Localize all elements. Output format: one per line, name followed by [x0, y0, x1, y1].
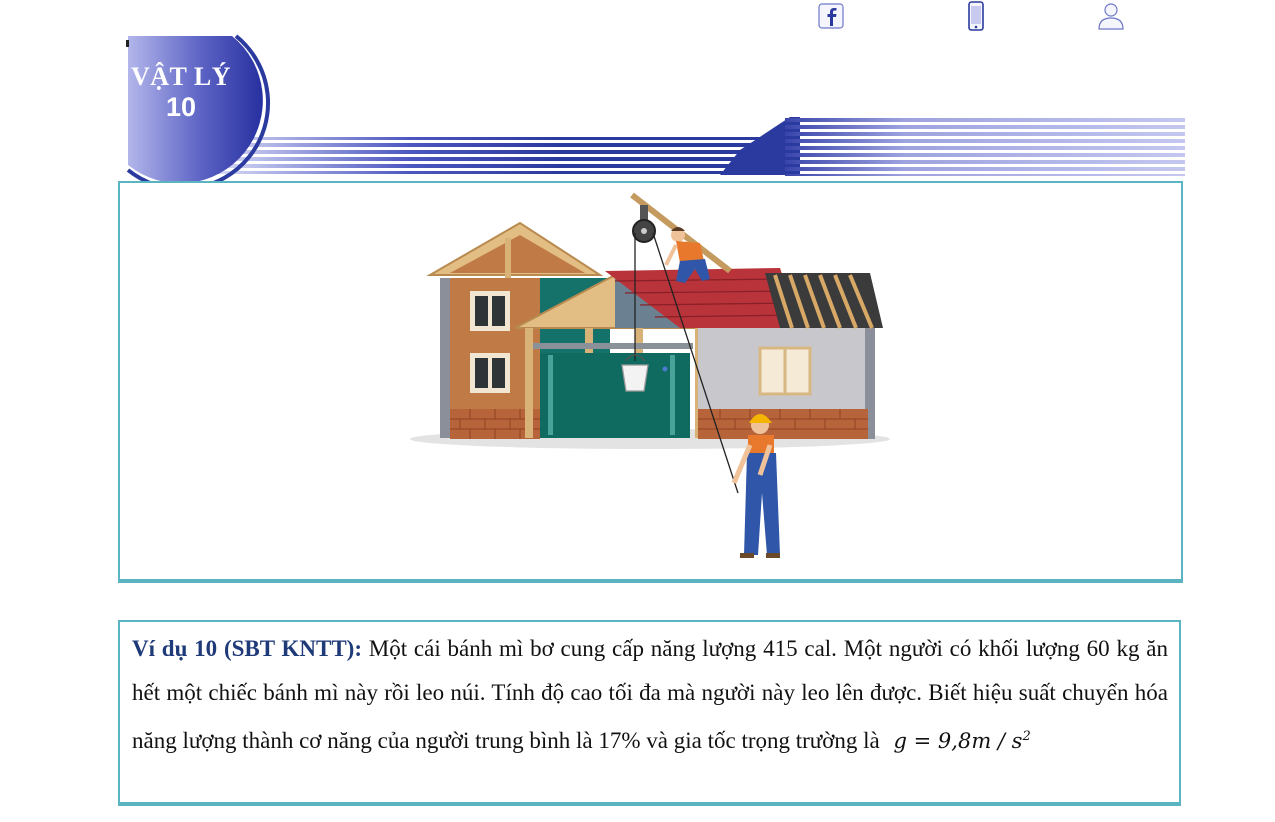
example-problem-box	[118, 620, 1181, 806]
gravity-formula-exponent: 2	[1022, 729, 1031, 744]
illustration-frame	[118, 181, 1183, 583]
subject-name: VẬT LÝ	[130, 62, 232, 91]
facebook-icon[interactable]	[816, 0, 846, 32]
gravity-formula-base: g = 9,8m / s	[893, 729, 1023, 753]
example-label: Ví dụ 10 (SBT KNTT):	[132, 636, 362, 661]
gravity-formula	[894, 729, 1031, 753]
house-construction-illustration	[120, 183, 1181, 579]
page-header	[0, 0, 1275, 185]
grade-number: 10	[165, 91, 197, 122]
example-body: Một cái bánh mì bơ cung cấp năng lượng 415 cal. Một người có khối lượng 60 kg ăn hết một chiếc bánh mì này rồi leo núi. Tính độ cao tối đa mà người này leo lên được. Biết hiệu suất chuyển hóa năng lượng thành cơ năng của người trung bình là 17% và gia tốc trọng trường là	[132, 636, 1168, 753]
phone-icon[interactable]	[961, 0, 991, 32]
example-problem-text	[132, 627, 1168, 763]
subject-badge-text	[128, 62, 234, 123]
user-icon[interactable]	[1096, 0, 1126, 32]
header-stripes	[200, 117, 1185, 176]
